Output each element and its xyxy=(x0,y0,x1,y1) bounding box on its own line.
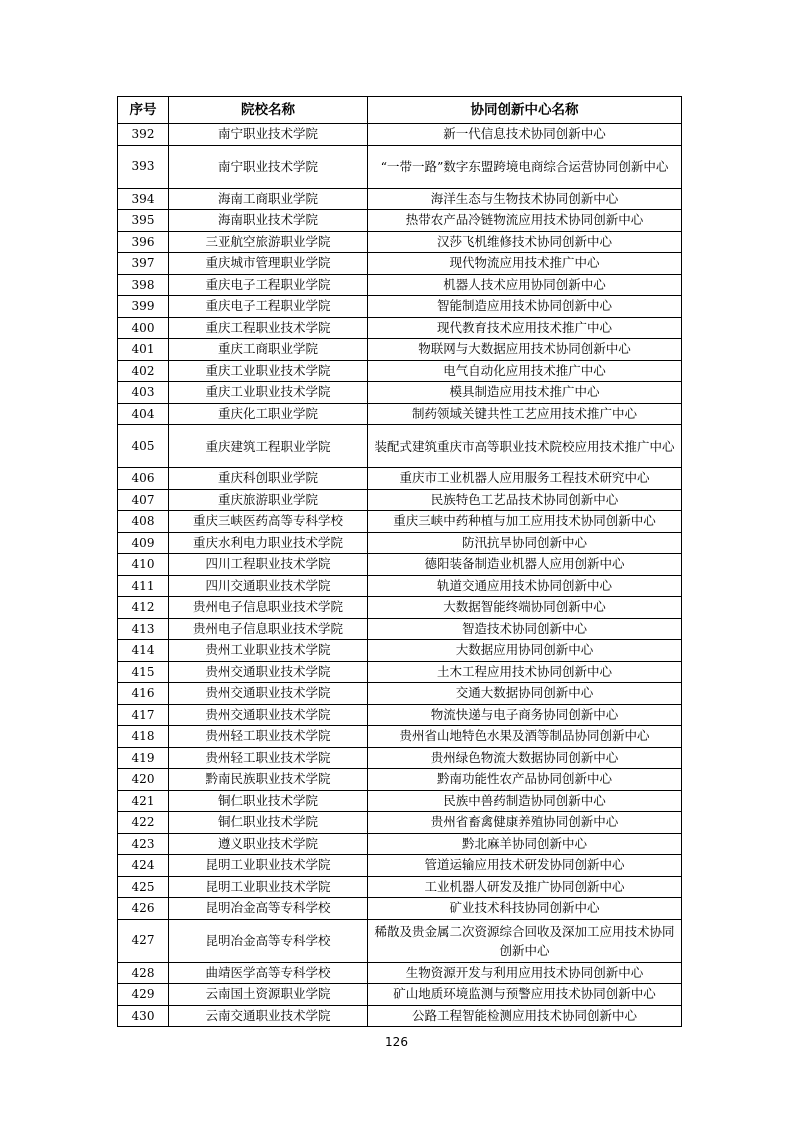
row-school: 重庆科创职业学院 xyxy=(169,468,368,490)
row-index: 414 xyxy=(118,640,169,662)
row-school: 四川交通职业技术学院 xyxy=(169,575,368,597)
table-row xyxy=(118,339,682,361)
row-center: 现代物流应用技术推广中心 xyxy=(368,253,682,275)
row-center: 制药领域关键共性工艺应用技术推广中心 xyxy=(368,403,682,425)
row-school: 重庆工程职业技术学院 xyxy=(169,317,368,339)
row-center: 贵州省畜禽健康养殖协同创新中心 xyxy=(368,812,682,834)
row-center: 稀散及贵金属二次资源综合回收及深加工应用技术协同创新中心 xyxy=(368,919,682,962)
table-row xyxy=(118,898,682,920)
row-school: 重庆旅游职业学院 xyxy=(169,489,368,511)
row-index: 408 xyxy=(118,511,169,533)
table-row xyxy=(118,532,682,554)
table-row xyxy=(118,618,682,640)
row-index: 430 xyxy=(118,1005,169,1027)
row-index: 401 xyxy=(118,339,169,361)
row-school: 重庆水利电力职业技术学院 xyxy=(169,532,368,554)
row-school: 铜仁职业技术学院 xyxy=(169,812,368,834)
table-row xyxy=(118,468,682,490)
row-index: 421 xyxy=(118,790,169,812)
row-school: 贵州轻工职业技术学院 xyxy=(169,747,368,769)
centers-table xyxy=(117,96,682,1027)
row-center: 热带农产品冷链物流应用技术协同创新中心 xyxy=(368,210,682,232)
table-row xyxy=(118,124,682,146)
table-row xyxy=(118,575,682,597)
row-index: 407 xyxy=(118,489,169,511)
row-center: 模具制造应用技术推广中心 xyxy=(368,382,682,404)
row-school: 重庆三峡医药高等专科学校 xyxy=(169,511,368,533)
row-index: 418 xyxy=(118,726,169,748)
row-index: 404 xyxy=(118,403,169,425)
table-row xyxy=(118,274,682,296)
row-center: 工业机器人研发及推广协同创新中心 xyxy=(368,876,682,898)
row-index: 393 xyxy=(118,145,169,188)
row-school: 重庆电子工程职业学院 xyxy=(169,296,368,318)
row-center: 物联网与大数据应用技术协同创新中心 xyxy=(368,339,682,361)
row-school: 曲靖医学高等专科学校 xyxy=(169,962,368,984)
header-index: 序号 xyxy=(118,97,169,124)
row-center: 大数据智能终端协同创新中心 xyxy=(368,597,682,619)
table-row xyxy=(118,511,682,533)
row-school: 铜仁职业技术学院 xyxy=(169,790,368,812)
table-row xyxy=(118,726,682,748)
row-index: 403 xyxy=(118,382,169,404)
table-row xyxy=(118,382,682,404)
row-center: 民族中兽药制造协同创新中心 xyxy=(368,790,682,812)
row-center: 智能制造应用技术协同创新中心 xyxy=(368,296,682,318)
row-school: 南宁职业技术学院 xyxy=(169,124,368,146)
table-row xyxy=(118,425,682,468)
row-school: 云南交通职业技术学院 xyxy=(169,1005,368,1027)
row-index: 419 xyxy=(118,747,169,769)
table-row xyxy=(118,640,682,662)
table-row xyxy=(118,962,682,984)
row-center: “一带一路”数字东盟跨境电商综合运营协同创新中心 xyxy=(368,145,682,188)
row-center: 大数据应用协同创新中心 xyxy=(368,640,682,662)
row-school: 四川工程职业技术学院 xyxy=(169,554,368,576)
row-center: 矿山地质环境监测与预警应用技术协同创新中心 xyxy=(368,984,682,1006)
row-index: 423 xyxy=(118,833,169,855)
row-school: 重庆建筑工程职业学院 xyxy=(169,425,368,468)
row-school: 昆明工业职业技术学院 xyxy=(169,855,368,877)
row-index: 424 xyxy=(118,855,169,877)
row-center: 装配式建筑重庆市高等职业技术院校应用技术推广中心 xyxy=(368,425,682,468)
row-school: 云南国土资源职业学院 xyxy=(169,984,368,1006)
table-row xyxy=(118,769,682,791)
row-center: 黔南功能性农产品协同创新中心 xyxy=(368,769,682,791)
row-index: 394 xyxy=(118,188,169,210)
table-row xyxy=(118,984,682,1006)
row-index: 400 xyxy=(118,317,169,339)
row-center: 管道运输应用技术研发协同创新中心 xyxy=(368,855,682,877)
table-row xyxy=(118,210,682,232)
row-school: 遵义职业技术学院 xyxy=(169,833,368,855)
table-row xyxy=(118,704,682,726)
row-index: 417 xyxy=(118,704,169,726)
row-index: 429 xyxy=(118,984,169,1006)
table-row xyxy=(118,554,682,576)
row-school: 三亚航空旅游职业学院 xyxy=(169,231,368,253)
row-index: 427 xyxy=(118,919,169,962)
row-center: 矿业技术科技协同创新中心 xyxy=(368,898,682,920)
header-school: 院校名称 xyxy=(169,97,368,124)
row-center: 公路工程智能检测应用技术协同创新中心 xyxy=(368,1005,682,1027)
row-index: 392 xyxy=(118,124,169,146)
row-school: 贵州交通职业技术学院 xyxy=(169,704,368,726)
row-index: 397 xyxy=(118,253,169,275)
row-school: 重庆城市管理职业学院 xyxy=(169,253,368,275)
row-index: 425 xyxy=(118,876,169,898)
row-center: 生物资源开发与利用应用技术协同创新中心 xyxy=(368,962,682,984)
table-row xyxy=(118,683,682,705)
row-school: 昆明冶金高等专科学校 xyxy=(169,919,368,962)
row-center: 民族特色工艺品技术协同创新中心 xyxy=(368,489,682,511)
row-center: 黔北麻羊协同创新中心 xyxy=(368,833,682,855)
header-center: 协同创新中心名称 xyxy=(368,97,682,124)
table-row xyxy=(118,597,682,619)
row-index: 409 xyxy=(118,532,169,554)
row-school: 贵州工业职业技术学院 xyxy=(169,640,368,662)
table-row xyxy=(118,188,682,210)
row-index: 395 xyxy=(118,210,169,232)
row-center: 海洋生态与生物技术协同创新中心 xyxy=(368,188,682,210)
table-row xyxy=(118,812,682,834)
row-center: 防汛抗旱协同创新中心 xyxy=(368,532,682,554)
row-school: 贵州轻工职业技术学院 xyxy=(169,726,368,748)
table-row xyxy=(118,231,682,253)
table-row xyxy=(118,833,682,855)
table-row xyxy=(118,747,682,769)
table-body xyxy=(118,124,682,1027)
row-index: 410 xyxy=(118,554,169,576)
row-school: 贵州电子信息职业技术学院 xyxy=(169,618,368,640)
row-school: 南宁职业技术学院 xyxy=(169,145,368,188)
table-row xyxy=(118,253,682,275)
table-row xyxy=(118,317,682,339)
table-row xyxy=(118,403,682,425)
row-center: 物流快递与电子商务协同创新中心 xyxy=(368,704,682,726)
row-school: 贵州交通职业技术学院 xyxy=(169,683,368,705)
row-center: 重庆三峡中药种植与加工应用技术协同创新中心 xyxy=(368,511,682,533)
row-school: 贵州交通职业技术学院 xyxy=(169,661,368,683)
row-index: 420 xyxy=(118,769,169,791)
page-number: 126 xyxy=(385,1035,408,1049)
table-row xyxy=(118,876,682,898)
row-index: 428 xyxy=(118,962,169,984)
row-school: 昆明冶金高等专科学校 xyxy=(169,898,368,920)
row-index: 398 xyxy=(118,274,169,296)
row-school: 昆明工业职业技术学院 xyxy=(169,876,368,898)
table-row xyxy=(118,360,682,382)
row-center: 电气自动化应用技术推广中心 xyxy=(368,360,682,382)
row-center: 机器人技术应用协同创新中心 xyxy=(368,274,682,296)
row-index: 412 xyxy=(118,597,169,619)
row-index: 426 xyxy=(118,898,169,920)
row-center: 现代教育技术应用技术推广中心 xyxy=(368,317,682,339)
row-center: 重庆市工业机器人应用服务工程技术研究中心 xyxy=(368,468,682,490)
row-center: 土木工程应用技术协同创新中心 xyxy=(368,661,682,683)
table-row xyxy=(118,790,682,812)
row-index: 396 xyxy=(118,231,169,253)
row-index: 422 xyxy=(118,812,169,834)
table-row xyxy=(118,1005,682,1027)
row-index: 406 xyxy=(118,468,169,490)
row-index: 399 xyxy=(118,296,169,318)
header-row xyxy=(118,97,682,124)
row-center: 新一代信息技术协同创新中心 xyxy=(368,124,682,146)
table-row xyxy=(118,855,682,877)
row-index: 402 xyxy=(118,360,169,382)
table-row xyxy=(118,919,682,962)
row-index: 415 xyxy=(118,661,169,683)
row-index: 405 xyxy=(118,425,169,468)
row-school: 海南职业技术学院 xyxy=(169,210,368,232)
row-center: 贵州绿色物流大数据协同创新中心 xyxy=(368,747,682,769)
row-index: 411 xyxy=(118,575,169,597)
row-center: 汉莎飞机维修技术协同创新中心 xyxy=(368,231,682,253)
row-school: 重庆工业职业技术学院 xyxy=(169,382,368,404)
row-school: 重庆工业职业技术学院 xyxy=(169,360,368,382)
row-school: 海南工商职业学院 xyxy=(169,188,368,210)
row-school: 重庆电子工程职业学院 xyxy=(169,274,368,296)
row-index: 416 xyxy=(118,683,169,705)
row-school: 贵州电子信息职业技术学院 xyxy=(169,597,368,619)
row-center: 贵州省山地特色水果及酒等制品协同创新中心 xyxy=(368,726,682,748)
table-row xyxy=(118,296,682,318)
row-index: 413 xyxy=(118,618,169,640)
row-center: 交通大数据协同创新中心 xyxy=(368,683,682,705)
row-school: 重庆化工职业学院 xyxy=(169,403,368,425)
row-center: 轨道交通应用技术协同创新中心 xyxy=(368,575,682,597)
row-center: 智造技术协同创新中心 xyxy=(368,618,682,640)
table-row xyxy=(118,661,682,683)
table-row xyxy=(118,145,682,188)
table-row xyxy=(118,489,682,511)
row-center: 德阳装备制造业机器人应用创新中心 xyxy=(368,554,682,576)
row-school: 黔南民族职业技术学院 xyxy=(169,769,368,791)
row-school: 重庆工商职业学院 xyxy=(169,339,368,361)
